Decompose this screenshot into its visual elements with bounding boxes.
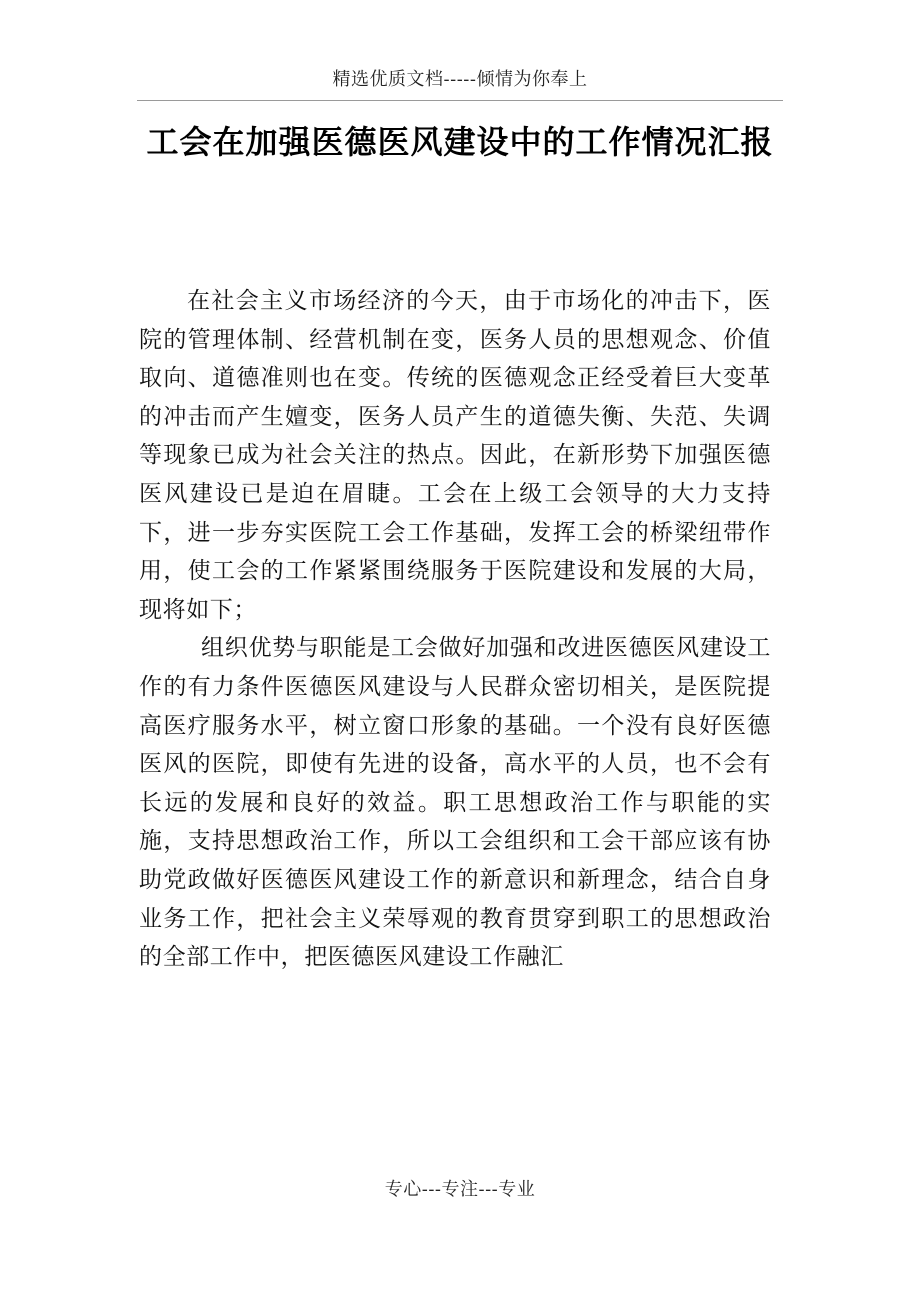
page-header: 精选优质文档-----倾情为你奉上 <box>137 66 783 101</box>
document-title: 工会在加强医德医风建设中的工作情况汇报 <box>146 123 774 161</box>
paragraph-organizational-advantage: 组织优势与职能是工会做好加强和改进医德医风建设工作的有力条件医德医风建设与人民群众密切相关，是医院提高医疗服务水平，树立窗口形象的基础。一个没有良好医德医风的医院，即使有先进的设备，高水平的人员，也不会有长远的发展和良好的效益。职工思想政治工作与职能的实施，支持思想政治工作，所以工会组织和工会干部应该有协助党政做好医德医风建设工作的新意识和新理念，结合自身业务工作，把社会主义荣辱观的教育贯穿到职工的思想政治的全部工作中，把医德医风建设工作融汇 <box>139 635 771 971</box>
page-footer: 专心---专注---专业 <box>384 1179 536 1200</box>
paragraph-intro: 在社会主义市场经济的今天，由于市场化的冲击下，医院的管理体制、经营机制在变，医务人员的思想观念、价值取向、道德准则也在变。传统的医德观念正经受着巨大变革的冲击而产生嬗变，医务人员产生的道德失衡、失范、失调等现象已成为社会关注的热点。因此，在新形势下加强医德医风建设已是迫在眉睫。工会在上级工会领导的大力支持下，进一步夯实医院工会工作基础，发挥工会的桥梁纽带作用，使工会的工作紧紧围绕服务于医院建设和发展的大局，现将如下； <box>139 288 771 623</box>
document-body <box>139 282 771 977</box>
